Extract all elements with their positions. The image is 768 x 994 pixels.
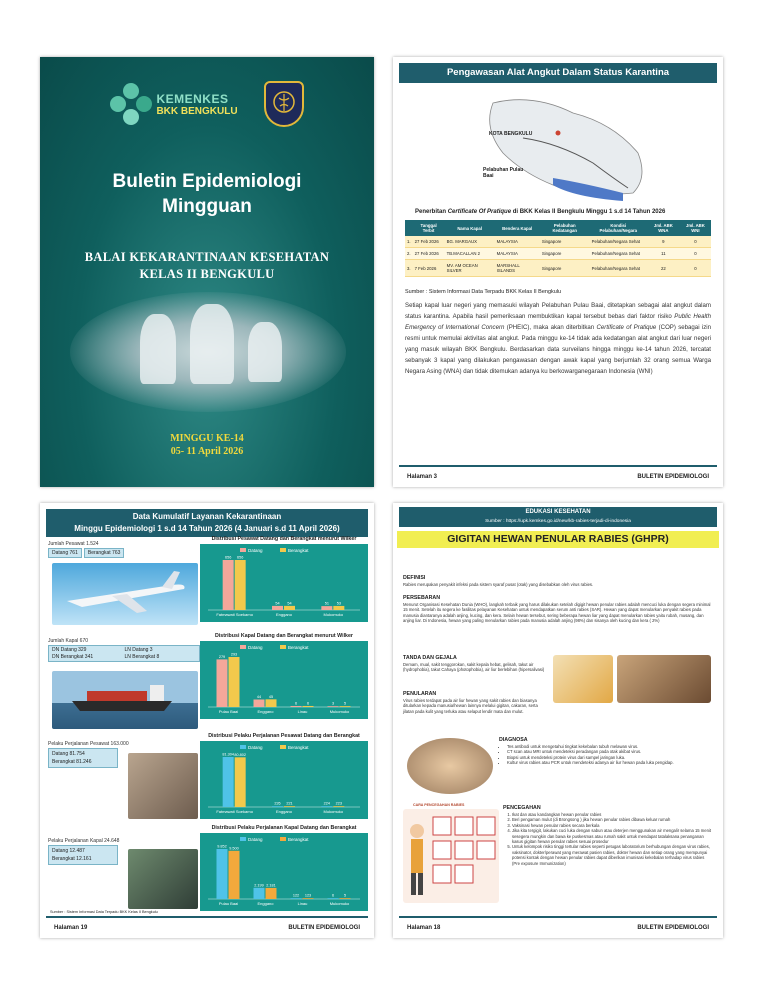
bar: [229, 851, 240, 899]
legend-label: Berangkat: [288, 548, 309, 553]
page-halaman-18: [393, 503, 723, 938]
logo-row: [40, 81, 374, 127]
bar: [223, 560, 234, 610]
legend-label: Berangkat: [288, 745, 309, 750]
logo-line1: KEMENKES: [156, 91, 229, 106]
page-source: Sumber : Sistem Informasi Data Terpadu BKK Kelas II Bengkulu: [50, 910, 158, 914]
bar: [321, 606, 332, 610]
data-label: 223: [335, 801, 343, 806]
page-header: EDUKASI KESEHATAN Sumber : https://upk.kemkes.go.id/new/kb-rabies-terjadi-di-indonesia: [399, 507, 717, 527]
legend-swatch: [240, 548, 246, 552]
data-label: 53: [336, 601, 341, 606]
page-halaman-3: [393, 57, 723, 487]
data-label: 81.304: [222, 752, 234, 757]
chart-pelaku-kapal: Distribusi Pelaku Perjalanan Kapal Datang dan Berangkat Datang Berangkat 9.852 9.500 Pulau Baai 2.199 2.181 Enggano 122 123 Linau 6 5 Mukomuko: [200, 825, 368, 911]
cover-week: MINGGU KE-14 05- 11 April 2026: [170, 433, 244, 457]
data-label: 5: [343, 893, 347, 898]
table-row: 1. 27 Feb 2026 BG. MARGAUX MALAYSIA Singapore Pelabuhan/Negara Sehat 9 0: [405, 236, 711, 248]
kemenkes-mark-icon: [110, 83, 152, 125]
section-penularan: PENULARAN Virus rabies terdapat pada air liur hewan yang sakit rabies dan biasanya ditularkan kepada manusia/hewan lainnya melalui gigitan, cakaran, serta jilatan pada kulit yang terluka atau selaput lendir mata dan mulut.: [403, 691, 538, 714]
col-wni: Jml. ABK WNI: [680, 220, 711, 236]
cover-organization: BALAI KEKARANTINAAN KESEHATAN KELAS II BENGKULU: [84, 250, 330, 281]
data-label: 656: [224, 555, 232, 560]
tick-label: Enggano: [275, 809, 293, 814]
footer-title: BULETIN EPIDEMIOLOGI: [637, 925, 709, 931]
data-label: 3: [331, 701, 335, 706]
bar: [333, 606, 344, 610]
page-header: Data Kumulatif Layanan Kekarantinaan Minggu Epidemiologi 1 s.d 14 Tahun 2026 (4 Januari s.d 11 April 2026): [46, 509, 368, 537]
chart-pelaku-kapal-svg: [200, 833, 368, 911]
col-no: [405, 220, 413, 236]
prevention-infographic-label: CARA PENCEGAHAN RABIES: [413, 803, 465, 807]
bar: [254, 699, 265, 707]
bar: [235, 757, 246, 807]
bar: [321, 806, 332, 807]
cover-title: Buletin Epidemiologi Mingguan: [112, 171, 302, 217]
passenger-photo: [128, 753, 198, 819]
tick-label: Enggano: [257, 901, 274, 906]
cover-page: [40, 57, 374, 487]
legend-swatch: [280, 837, 286, 841]
stat-pesawat: Jumlah Pesawat 1.524 Datang 761 Berangkat 763: [48, 541, 200, 558]
stat-kapal: Jumlah Kapal 670 DN Datang 329 LN Datang 3 DN Berangkat 341 LN Berangkat 8: [48, 638, 200, 662]
kemenkes-logo: [110, 83, 237, 125]
bar: [328, 706, 339, 707]
tick-label: Linau: [297, 901, 308, 906]
legend-swatch: [280, 548, 286, 552]
bar: [272, 606, 283, 610]
table-row: 2. 27 Feb 2026 TB.MACALLAN 2 MALAYSIA Singapore Pelabuhan/Negara Sehat 11 0: [405, 248, 711, 260]
data-label: 9.500: [229, 846, 239, 851]
legend-swatch: [280, 645, 286, 649]
vaccine-vial-image: [553, 655, 613, 703]
page-number: Halaman 18: [407, 925, 441, 931]
col-flag: Bendera Kapal: [495, 220, 540, 236]
bar: [229, 657, 240, 707]
data-label: 54: [275, 601, 280, 606]
data-label: 5: [343, 701, 347, 706]
section-gejala: TANDA DAN GEJALA Demam, mual, sakit tenggorokan, sakit kepala hebat, gelisah, takut air (hydrophobia), takut Cahaya (photophobia), air liur berlebihan (hipersalivasi): [403, 655, 545, 673]
section-definisi: DEFINISI Rabies merupakan penyakit infeksi pada sistem syaraf pusat (otak) yang disebabkan oleh virus rabies.: [403, 575, 594, 587]
tick-label: Pulau Baai: [218, 901, 239, 906]
bar: [254, 888, 265, 899]
legend-label: Datang: [248, 645, 263, 650]
tick-label: Mukomuko: [329, 901, 350, 906]
data-label: 6: [331, 893, 335, 898]
data-label: 123: [304, 893, 312, 898]
dog-vaccination-image: [407, 738, 493, 794]
col-date: Tanggal Terbit: [413, 220, 445, 236]
bar: [340, 706, 351, 707]
chart-pesawat-svg: [200, 544, 368, 622]
stat-pelaku-pesawat: Pelaku Perjalanan Pesawat 163.000 Datang 81.754 Berangkat 81.246: [48, 741, 200, 768]
table-source: Sumber : Sistem Informasi Data Terpadu BKK Kelas II Bengkulu: [405, 289, 562, 295]
bar: [217, 659, 228, 707]
data-label: 9.852: [217, 844, 227, 849]
legend-swatch: [280, 745, 286, 749]
tick-label: Mukomuko: [323, 612, 344, 617]
col-ship: Nama Kapal: [445, 220, 495, 236]
chart-pelaku-pesawat-svg: [200, 741, 368, 819]
legend-label: Datang: [248, 837, 263, 842]
data-label: 2.199: [254, 883, 264, 888]
bar: [303, 898, 314, 899]
bar: [303, 706, 314, 707]
tick-label: Enggano: [275, 612, 293, 617]
data-label: 656: [236, 555, 244, 560]
stat-pelaku-kapal: Pelaku Perjalanan Kapal 24.648 Datang 12.487 Berangkat 12.161: [48, 838, 200, 865]
table-row: 3. 7 Feb 2026 MV. AM OCEAN SILVER MARSHALL ISLANDS Singapore Pelabuhan/Negara Sehat 22 0: [405, 260, 711, 277]
footer-title: BULETIN EPIDEMIOLOGI: [637, 474, 709, 480]
bar: [266, 699, 277, 707]
col-condition: Kondisi Pelabuhan/Negara: [590, 220, 647, 236]
airplane-photo: [52, 563, 198, 625]
col-port: Pelabuhan Kedatangan: [540, 220, 590, 236]
article-title: GIGITAN HEWAN PENULAR RABIES (GHPR): [397, 531, 719, 548]
legend-label: Berangkat: [288, 645, 309, 650]
data-label: 80.802: [234, 752, 246, 757]
tick-label: Fatmawati Soekarno: [216, 809, 254, 814]
bar: [217, 849, 228, 899]
logo-line2: BKK BENGKULU: [156, 105, 238, 117]
page-header: Pengawasan Alat Angkut Dalam Status Karantina: [399, 63, 717, 83]
legend-swatch: [240, 645, 246, 649]
page-number: Halaman 3: [407, 474, 438, 480]
data-label: 224: [323, 801, 331, 806]
data-label: 45: [268, 694, 274, 699]
tick-label: Enggano: [257, 709, 274, 714]
port-map: [463, 93, 653, 203]
ship-passenger-photo: [128, 849, 198, 909]
bar: [272, 806, 283, 807]
legend-swatch: [240, 745, 246, 749]
ship-photo: [52, 671, 198, 729]
prevention-infographic: [403, 809, 499, 903]
rabid-dog-image: [617, 655, 711, 703]
bar: [235, 560, 246, 610]
footer-title: BULETIN EPIDEMIOLOGI: [288, 925, 360, 931]
chart-kapal: Distribusi Kapal Datang dan Berangkat menurut Wilker Datang Berangkat 279 293 Pulau Baai 44 45 Enggano 6 6 Linau 3 5 Mukomuko: [200, 633, 368, 719]
data-label: 54: [287, 601, 292, 606]
quarantine-seal-icon: [264, 81, 304, 127]
data-label: 122: [292, 893, 300, 898]
page-footer: [399, 465, 717, 487]
bar: [284, 806, 295, 807]
data-label: 6: [294, 701, 298, 706]
page-footer: [46, 916, 368, 938]
bar: [333, 806, 344, 807]
section-diagnosa: DIAGNOSA • Tes antibodi untuk mengetahui tingkat kekebalan tubuh melawan virus. • CT scan atau MRI untuk mendeteksi peradangan pada otak akibat virus. • Biopsi untuk mendeteksi protein virus dari sampel jaringan luka. • Kultur virus rabies atau PCR untuk mendeteksi adanya air liur hewan pada luka pengidap.: [499, 737, 713, 766]
legend-label: Datang: [248, 745, 263, 750]
table-caption: Penerbitan Certificate Of Pratique di BKK Kelas II Bengkulu Minggu 1 s.d 14 Tahun 2026: [415, 209, 666, 215]
section-pencegahan: PENCEGAHAN 1. Ikat dan atau kandangkan hewan penular rabies 2. Beri pengaman mulut (di Brongsong ) jika hewan penular rabies dibawa keluar rumah 3. Vaksinasi hewan penular rabies secara berkala 4. Jika kita tergigit, lakukan cuci luka dengan sabun atau deterjen menggunakan air mengalir selama 15 menit sesegera mungkin dan bawa ke puskesmas atau rumah sakit untuk mendapat tatalaksana penanganan kasus gigitan hewan penular rabies sesuai prosedur 5. Untuk kelompok risiko tinggi tertular rabies seperti petugas laboratorium berhubungan dengan virus rabies, vaksinator, dokter/perawat yang merawat pasien rabies, dokter hewan dan setiap orang yang mempunyai potensi kontak dengan hewan penular rabies dapat diberikan imunisasi kekebalan terhadap virus rabies (Pre exposure Immunization): [503, 805, 713, 866]
tick-label: Pulau Baai: [218, 709, 239, 714]
bar: [266, 888, 277, 899]
body-paragraph: Setiap kapal luar negeri yang memasuki wilayah Pelabuhan Pulau Baai, ditetapkan sebagai alat angkut dalam status karantina. Apabila hasil pemeriksaan membuktikan kapal tersebut bebas dari faktor risiko Public Health Emergency of International Concern (PHEIC), maka akan diterbitkan Certificate of Pratique (COP) sebagai izin resmi untuk memulai aktivitas alat angkut. Pada minggu ke-14 tidak ada kedatangan alat angkut dari luar negeri yang masuk wilayah BKK Bengkulu. Berdasarkan data surveilans hingga minggu ke-14 tahun 2026, tercatat sebanyak 3 kapal yang dilakukan pengawasan dengan awak kapal yang berjumlah 32 orang semua Warga Negara Asing (WNA) dan tidak ditemukan adanya ku berkowarganegaraan Indonesia (WNI): [405, 302, 711, 375]
legend-label: Datang: [248, 548, 263, 553]
map-label-city: KOTA BENGKULU: [489, 131, 533, 137]
tick-label: Fatmawati Soekarno: [216, 612, 254, 617]
data-label: 2.181: [266, 883, 276, 888]
bar: [291, 706, 302, 707]
col-wna: Jml. ABK WNA: [647, 220, 680, 236]
data-label: 44: [256, 694, 262, 699]
data-label: 6: [306, 701, 310, 706]
legend-swatch: [240, 837, 246, 841]
cop-table: [405, 220, 711, 277]
page-number: Halaman 19: [54, 925, 88, 931]
tick-label: Mukomuko: [329, 709, 350, 714]
chart-pesawat: Distribusi Pesawat Datang dan Berangkat menurut Wilker Datang Berangkat 656 656 Fatmawati Soekarno 54 54 Enggano 51 53 Mukomuko: [200, 536, 368, 622]
tick-label: Mukomuko: [323, 809, 344, 814]
bar: [284, 606, 295, 610]
chart-pelaku-pesawat: Distribusi Pelaku Perjalanan Pesawat Datang dan Berangkat Datang Berangkat 81.304 80.802 Fatmawati Soekarno 226 221 Enggano 224 223 Mukomuko: [200, 733, 368, 819]
section-persebaran: PERSEBARAN Menurut Organisasi Kesehatan Dunia (WHO), langkah terbaik yang harus dilakukan setelah digigit hewan penular rabies adalah mencuci luka dengan segera minimal 15 menit. Setelah itu segera ke fasilitas pelayanan Kesehatan untuk mendapatkan serum anti rabies (SAR). Hewan yang dapat menularkan penyakit rabies pada manusia diantaranya adalah anjing, kucing, dan kera. Selain hewan tersebut, sering beberapa hewan liar yang dapat menularkan rabies yaitu rubah, musang, dan anjing liar. Di Indonesia, hewan yang paling menularkan rabies pada manusia adalah anjing (98%) dan sisanya oleh kucing dan kera ( 2%): [403, 595, 711, 624]
data-label: 293: [230, 652, 238, 657]
legend-label: Berangkat: [288, 837, 309, 842]
bar: [223, 757, 234, 807]
table-header-row: [405, 220, 711, 236]
map-label-port: Pelabuhan Pulau Baai: [483, 167, 524, 179]
data-label: 51: [324, 601, 329, 606]
bar: [340, 898, 351, 899]
page-footer: [399, 916, 717, 938]
data-label: 221: [286, 801, 293, 806]
tick-label: Linau: [297, 709, 308, 714]
cover-photo-health-workers: [70, 292, 346, 412]
page-halaman-19: [40, 503, 374, 938]
data-label: 279: [218, 654, 226, 659]
bar: [291, 898, 302, 899]
chart-kapal-svg: [200, 641, 368, 719]
data-label: 226: [274, 801, 281, 806]
bar: [328, 898, 339, 899]
